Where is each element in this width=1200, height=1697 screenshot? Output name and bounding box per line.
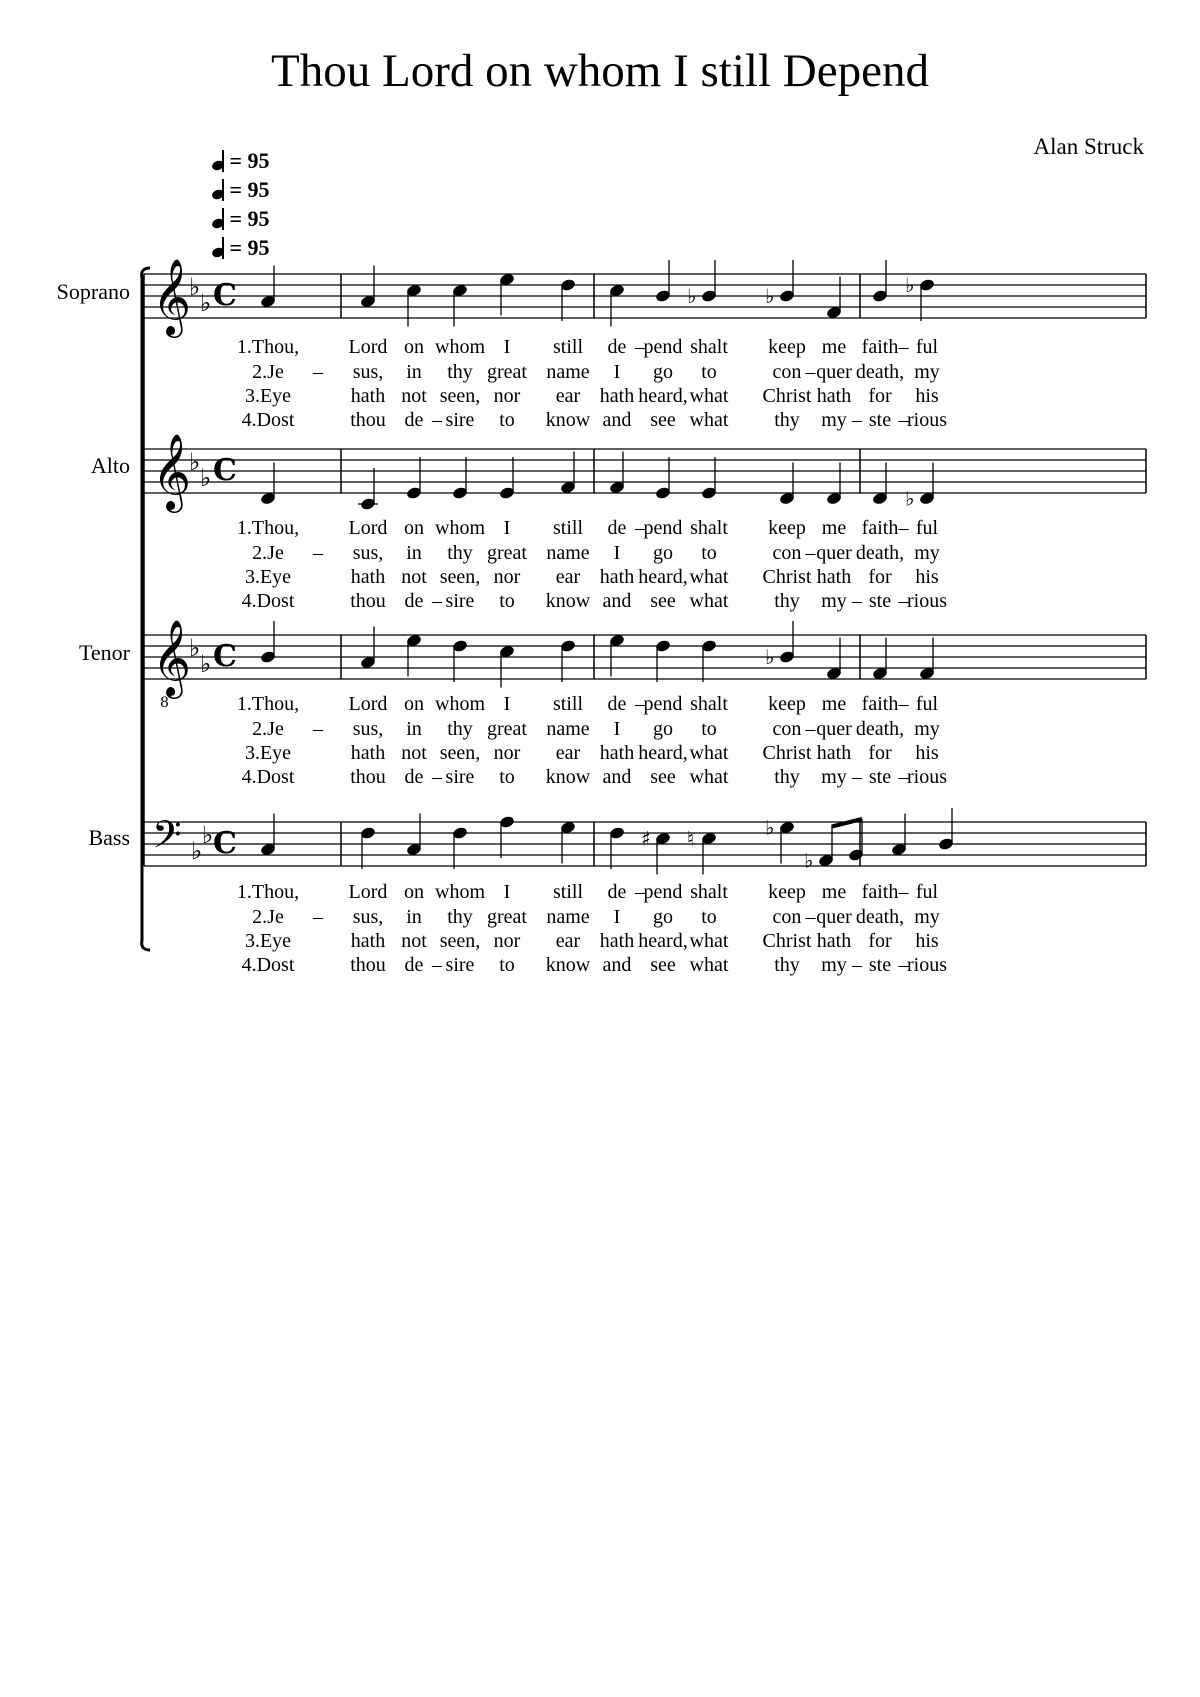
lyric-syllable: what [689, 766, 729, 788]
lyric-syllable: what [689, 954, 729, 976]
lyric-syllable: de [607, 881, 627, 903]
lyric-syllable: seen, [439, 930, 481, 952]
lyric-syllable: ste [868, 766, 892, 788]
lyric-syllable: not [401, 566, 427, 588]
lyric-syllable: death, [855, 542, 905, 564]
lyric-syllable: still [552, 517, 584, 539]
lyric-syllable: and [602, 590, 632, 612]
flat-icon: ♭ [189, 448, 201, 476]
sharp-icon: ♯ [641, 826, 651, 851]
treble-clef-icon: 𝄞 [152, 433, 192, 510]
lyric-syllable: Lord [348, 336, 388, 358]
lyric-syllable: hath [816, 566, 852, 588]
lyric-syllable: thou [350, 409, 386, 431]
lyric-syllable: I [613, 906, 621, 928]
lyric-syllable: Lord [348, 517, 388, 539]
lyric-syllable: hath [599, 742, 635, 764]
lyric-syllable: great [487, 361, 527, 383]
lyric-hyphen: – [805, 542, 816, 564]
staff-label-tenor: Tenor [79, 640, 130, 665]
lyric-syllable: to [499, 766, 515, 788]
lyric-syllable: thou [350, 590, 386, 612]
lyric-syllable: rious [907, 409, 947, 431]
lyric-syllable: shalt [690, 517, 728, 539]
lyric-syllable: for [868, 566, 892, 588]
lyric-syllable: hath [350, 566, 386, 588]
lyric-syllable: sus, [352, 906, 384, 928]
lyric-syllable: nor [493, 566, 521, 588]
lyric-syllable: my [821, 409, 847, 431]
lyric-hyphen: – [852, 954, 862, 976]
flat-icon: ♭ [905, 273, 915, 297]
lyric-syllable: seen, [439, 742, 481, 764]
lyric-syllable: keep [768, 336, 806, 358]
flat-icon: ♭ [200, 464, 212, 492]
staff-label-bass: Bass [88, 825, 130, 850]
lyric-syllable: sus, [352, 542, 384, 564]
lyric-syllable: what [689, 566, 729, 588]
tempo-marking: = 95 [212, 206, 270, 232]
lyric-syllable: I [503, 517, 511, 539]
lyric-syllable: nor [493, 742, 521, 764]
lyric-syllable: keep [768, 517, 806, 539]
flat-icon: ♭ [804, 848, 814, 873]
lyric-syllable: me [821, 517, 847, 539]
lyric-syllable: de [607, 693, 627, 715]
lyric-syllable: not [401, 742, 427, 764]
lyric-hyphen: – [898, 954, 909, 976]
lyric-syllable: rious [907, 766, 947, 788]
lyric-syllable: thou [350, 954, 386, 976]
lyric-syllable: to [499, 954, 515, 976]
lyric-syllable: my [821, 954, 847, 976]
lyric-hyphen: – [898, 693, 909, 715]
lyric-syllable: keep [768, 881, 806, 903]
lyric-hyphen: – [432, 409, 442, 431]
lyric-syllable: I [613, 542, 621, 564]
lyric-syllable: my [914, 542, 940, 564]
lyric-syllable: seen, [439, 385, 481, 407]
lyric-syllable: ful [915, 881, 939, 903]
flat-icon: ♭ [202, 821, 214, 849]
lyric-syllable: and [602, 766, 632, 788]
lyric-hyphen: – [852, 409, 862, 431]
lyric-syllable: 2.Je [252, 718, 284, 740]
lyric-syllable: know [545, 766, 591, 788]
lyric-syllable: know [545, 409, 591, 431]
lyric-hyphen: – [805, 906, 816, 928]
lyric-syllable: name [546, 906, 590, 928]
lyric-syllable: in [406, 361, 422, 383]
lyric-syllable: 4.Dost [241, 766, 295, 788]
lyric-syllable: con [772, 906, 802, 928]
lyric-syllable: pend [643, 517, 683, 539]
lyric-syllable: ste [868, 954, 892, 976]
lyric-syllable: go [653, 542, 673, 564]
lyric-syllable: pend [643, 693, 683, 715]
lyric-syllable: 3.Eye [244, 385, 292, 407]
lyric-syllable: I [503, 336, 511, 358]
lyric-syllable: hath [350, 742, 386, 764]
staff-label-alto: Alto [90, 453, 130, 478]
time-signature: C [213, 826, 237, 861]
composer-name: Alan Struck [1033, 134, 1144, 159]
lyric-syllable: quer [816, 361, 852, 383]
lyric-syllable: whom [435, 881, 485, 903]
lyric-syllable: hath [816, 742, 852, 764]
lyric-syllable: 3.Eye [244, 930, 292, 952]
lyric-hyphen: – [432, 590, 442, 612]
lyric-syllable: death, [855, 361, 905, 383]
lyric-syllable: me [821, 693, 847, 715]
lyric-syllable: sire [445, 954, 475, 976]
lyric-syllable: de [607, 517, 627, 539]
lyric-syllable: shalt [690, 693, 728, 715]
time-signature: C [213, 453, 237, 488]
lyric-syllable: his [915, 930, 939, 952]
lyric-hyphen: – [313, 718, 323, 740]
lyric-syllable: ste [868, 590, 892, 612]
lyric-syllable: pend [643, 881, 683, 903]
lyric-syllable: quer [816, 906, 852, 928]
beam [832, 819, 862, 827]
flat-icon: ♭ [191, 837, 203, 865]
lyric-syllable: not [401, 385, 427, 407]
lyric-syllable: I [613, 718, 621, 740]
flat-icon: ♭ [189, 634, 201, 662]
flat-icon: ♭ [765, 815, 775, 840]
lyric-syllable: my [914, 361, 940, 383]
lyric-syllable: 1.Thou, [236, 881, 300, 903]
lyric-syllable: what [689, 385, 729, 407]
lyric-syllable: for [868, 385, 892, 407]
lyric-hyphen: – [898, 590, 909, 612]
lyric-syllable: not [401, 930, 427, 952]
lyric-hyphen: – [805, 361, 816, 383]
lyric-syllable: see [650, 954, 676, 976]
lyric-syllable: my [914, 718, 940, 740]
lyric-syllable: de [607, 336, 627, 358]
lyric-syllable: ear [555, 566, 581, 588]
lyric-hyphen: – [898, 336, 909, 358]
lyric-syllable: whom [435, 517, 485, 539]
lyric-hyphen: – [313, 361, 323, 383]
lyric-syllable: thy [447, 718, 473, 740]
lyric-syllable: my [821, 590, 847, 612]
lyric-syllable: keep [768, 693, 806, 715]
bass-clef-icon: 𝄢 [152, 812, 182, 866]
lyric-hyphen: – [805, 718, 816, 740]
lyric-syllable: his [915, 385, 939, 407]
flat-icon: ♭ [200, 289, 212, 317]
lyric-syllable: Lord [348, 693, 388, 715]
lyric-syllable: Christ [762, 385, 812, 407]
lyric-syllable: great [487, 542, 527, 564]
lyric-syllable: death, [855, 718, 905, 740]
lyric-syllable: 4.Dost [241, 954, 295, 976]
lyric-syllable: name [546, 542, 590, 564]
lyric-syllable: 1.Thou, [236, 517, 300, 539]
lyric-syllable: 3.Eye [244, 566, 292, 588]
lyric-syllable: in [406, 718, 422, 740]
lyric-syllable: quer [816, 718, 852, 740]
lyric-hyphen: – [852, 590, 862, 612]
lyric-syllable: go [653, 718, 673, 740]
lyric-syllable: heard, [638, 566, 688, 588]
lyric-syllable: and [602, 954, 632, 976]
lyric-syllable: Christ [762, 742, 812, 764]
lyric-syllable: me [821, 881, 847, 903]
lyric-syllable: to [701, 906, 717, 928]
lyric-syllable: to [499, 409, 515, 431]
lyric-syllable: name [546, 718, 590, 740]
lyric-syllable: hath [599, 385, 635, 407]
lyric-syllable: his [915, 566, 939, 588]
lyric-hyphen: – [852, 766, 862, 788]
lyric-syllable: see [650, 590, 676, 612]
lyric-syllable: great [487, 906, 527, 928]
lyric-syllable: Lord [348, 881, 388, 903]
lyric-syllable: sire [445, 766, 475, 788]
lyric-syllable: still [552, 881, 584, 903]
lyric-hyphen: – [635, 336, 645, 358]
lyric-syllable: nor [493, 385, 521, 407]
lyric-syllable: still [552, 693, 584, 715]
lyric-syllable: I [503, 881, 511, 903]
system-bracket [142, 268, 150, 950]
lyric-syllable: ear [555, 385, 581, 407]
lyric-syllable: thy [447, 906, 473, 928]
lyric-syllable: thy [774, 954, 800, 976]
lyric-syllable: see [650, 766, 676, 788]
lyric-syllable: hath [599, 566, 635, 588]
lyric-syllable: Christ [762, 930, 812, 952]
lyric-syllable: on [404, 693, 424, 715]
lyric-syllable: to [701, 361, 717, 383]
lyric-syllable: hath [350, 930, 386, 952]
lyric-syllable: to [701, 718, 717, 740]
lyric-syllable: sire [445, 590, 475, 612]
treble-clef-icon: 𝄞 [152, 619, 192, 696]
lyric-syllable: and [602, 409, 632, 431]
lyric-syllable: hath [599, 930, 635, 952]
lyric-syllable: thy [774, 590, 800, 612]
time-signature: C [213, 278, 237, 313]
lyric-syllable: still [552, 336, 584, 358]
lyric-syllable: know [545, 590, 591, 612]
lyric-syllable: hath [816, 930, 852, 952]
lyric-syllable: thy [774, 409, 800, 431]
lyric-syllable: de [404, 590, 424, 612]
lyric-syllable: faith [861, 517, 899, 539]
lyric-hyphen: – [635, 693, 645, 715]
lyric-syllable: con [772, 361, 802, 383]
lyric-syllable: hath [350, 385, 386, 407]
lyric-hyphen: – [898, 409, 909, 431]
lyric-syllable: thy [447, 361, 473, 383]
lyric-syllable: whom [435, 693, 485, 715]
lyric-syllable: for [868, 742, 892, 764]
lyric-syllable: ful [915, 693, 939, 715]
lyric-syllable: whom [435, 336, 485, 358]
lyric-syllable: faith [861, 336, 899, 358]
lyric-hyphen: – [432, 766, 442, 788]
lyric-syllable: de [404, 954, 424, 976]
lyric-syllable: rious [907, 590, 947, 612]
lyric-hyphen: – [313, 542, 323, 564]
lyric-syllable: 1.Thou, [236, 693, 300, 715]
lyric-syllable: rious [907, 954, 947, 976]
lyric-syllable: ste [868, 409, 892, 431]
lyric-syllable: I [613, 361, 621, 383]
lyric-syllable: my [821, 766, 847, 788]
lyric-syllable: shalt [690, 336, 728, 358]
lyric-syllable: sus, [352, 361, 384, 383]
flat-icon: ♭ [765, 284, 775, 308]
lyric-syllable: 2.Je [252, 542, 284, 564]
lyric-syllable: go [653, 361, 673, 383]
lyric-syllable: ear [555, 742, 581, 764]
lyric-hyphen: – [898, 766, 909, 788]
tempo-marking: = 95 [212, 148, 270, 174]
lyric-syllable: con [772, 542, 802, 564]
tempo-marking: = 95 [212, 177, 270, 203]
lyric-syllable: nor [493, 930, 521, 952]
lyric-syllable: hath [816, 385, 852, 407]
lyric-syllable: heard, [638, 385, 688, 407]
lyric-syllable: in [406, 906, 422, 928]
lyric-syllable: 1.Thou, [236, 336, 300, 358]
lyric-syllable: de [404, 409, 424, 431]
lyric-syllable: what [689, 930, 729, 952]
flat-icon: ♭ [200, 650, 212, 678]
lyric-syllable: for [868, 930, 892, 952]
lyric-syllable: my [914, 906, 940, 928]
lyric-syllable: heard, [638, 742, 688, 764]
lyric-syllable: his [915, 742, 939, 764]
lyric-syllable: seen, [439, 566, 481, 588]
lyric-syllable: de [404, 766, 424, 788]
lyric-syllable: great [487, 718, 527, 740]
lyric-hyphen: – [635, 517, 645, 539]
lyric-syllable: ear [555, 930, 581, 952]
lyric-syllable: heard, [638, 930, 688, 952]
lyric-syllable: death, [855, 906, 905, 928]
flat-icon: ♭ [765, 645, 775, 669]
lyric-syllable: 4.Dost [241, 409, 295, 431]
lyric-syllable: thou [350, 766, 386, 788]
octave-mark: 8 [160, 695, 169, 711]
lyric-syllable: I [503, 693, 511, 715]
lyric-syllable: 2.Je [252, 361, 284, 383]
lyric-syllable: see [650, 409, 676, 431]
staff-label-soprano: Soprano [56, 279, 130, 304]
lyric-syllable: 3.Eye [244, 742, 292, 764]
lyric-syllable: thy [774, 766, 800, 788]
lyric-syllable: what [689, 590, 729, 612]
lyric-syllable: on [404, 336, 424, 358]
lyric-hyphen: – [313, 906, 323, 928]
lyric-syllable: to [499, 590, 515, 612]
lyric-syllable: quer [816, 542, 852, 564]
flat-icon: ♭ [687, 284, 697, 308]
lyric-syllable: know [545, 954, 591, 976]
lyric-syllable: what [689, 742, 729, 764]
lyric-syllable: faith [861, 693, 899, 715]
lyric-syllable: shalt [690, 881, 728, 903]
lyric-syllable: on [404, 517, 424, 539]
lyric-syllable: ful [915, 517, 939, 539]
lyric-syllable: me [821, 336, 847, 358]
lyric-syllable: sire [445, 409, 475, 431]
lyric-syllable: go [653, 906, 673, 928]
lyric-syllable: to [701, 542, 717, 564]
lyric-syllable: sus, [352, 718, 384, 740]
lyric-syllable: 4.Dost [241, 590, 295, 612]
lyric-hyphen: – [635, 881, 645, 903]
lyric-syllable: in [406, 542, 422, 564]
lyric-syllable: 2.Je [252, 906, 284, 928]
lyric-hyphen: – [898, 517, 909, 539]
flat-icon: ♭ [905, 486, 915, 511]
lyric-syllable: Christ [762, 566, 812, 588]
treble-clef-icon: 𝄞 [152, 258, 192, 335]
time-signature: C [213, 639, 237, 674]
tempo-marking: = 95 [212, 235, 270, 261]
natural-icon: ♮ [687, 826, 695, 851]
lyric-syllable: con [772, 718, 802, 740]
lyric-hyphen: – [898, 881, 909, 903]
lyric-hyphen: – [432, 954, 442, 976]
lyric-syllable: ful [915, 336, 939, 358]
lyric-syllable: name [546, 361, 590, 383]
score-title: Thou Lord on whom I still Depend [271, 45, 929, 97]
lyric-syllable: pend [643, 336, 683, 358]
lyric-syllable: what [689, 409, 729, 431]
flat-icon: ♭ [189, 273, 201, 301]
lyric-syllable: on [404, 881, 424, 903]
lyric-syllable: faith [861, 881, 899, 903]
lyric-syllable: thy [447, 542, 473, 564]
